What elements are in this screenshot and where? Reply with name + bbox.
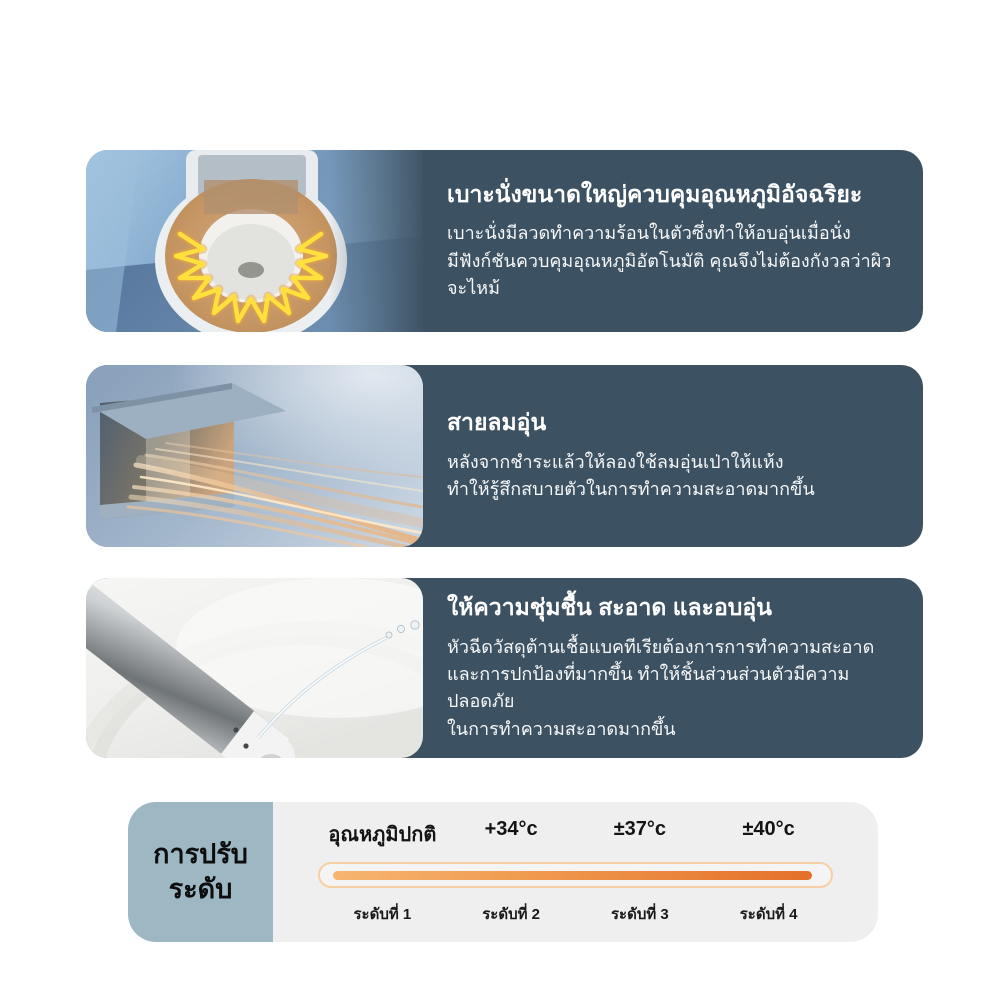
level-label-1: ระดับที่ 1 bbox=[353, 906, 412, 923]
body-line: มีฟังก์ชันควบคุมอุณหภูมิอัตโนมัติ คุณจึงไม่ต้องกังวลว่าผิวจะไหม้ bbox=[447, 250, 892, 299]
temperature-gauge-fill bbox=[333, 871, 812, 880]
card-description bbox=[447, 634, 893, 743]
temperature-gauge bbox=[318, 862, 833, 888]
temperature-value-2: +34°c bbox=[484, 818, 538, 840]
temperature-row bbox=[318, 818, 833, 850]
body-line: ทำให้รู้สึกสบายตัวในการทำความสะอาดมากขึ้น bbox=[447, 479, 815, 500]
level-label-4: ระดับที่ 4 bbox=[739, 906, 798, 923]
body-line: และการปกป้องที่มากขึ้น ทำให้ชิ้นส่วนส่วนตัวมีความปลอดภัย bbox=[447, 664, 850, 712]
card-title: สายลมอุ่น bbox=[447, 409, 547, 436]
clean-nozzle-image bbox=[86, 578, 423, 758]
adjustment-label-line: การปรับ bbox=[153, 838, 248, 869]
feature-card-heated-seat bbox=[86, 150, 923, 332]
card-text-block bbox=[423, 578, 923, 758]
card-title: เบาะนั่งขนาดใหญ่ควบคุมอุณหภูมิอัจฉริยะ bbox=[447, 180, 863, 207]
temperature-value-1: อุณหภูมิปกติ bbox=[328, 824, 437, 846]
adjustment-label-line: ระดับ bbox=[168, 874, 233, 904]
card-title: ให้ความชุ่มชื้น สะอาด และอบอุ่น bbox=[447, 593, 772, 620]
card-description bbox=[447, 220, 893, 302]
adjustment-label-box bbox=[128, 802, 273, 942]
body-line: หลังจากชำระแล้วให้ลองใช้ลมอุ่นเป่าให้แห้ง bbox=[447, 452, 784, 473]
body-line: หัวฉีดวัสดุต้านเชื้อแบคทีเรียต้องการการทำความสะอาด bbox=[447, 636, 875, 657]
level-label-2: ระดับที่ 2 bbox=[482, 906, 541, 923]
adjustment-levels-panel bbox=[273, 802, 878, 942]
warm-air-illustration bbox=[86, 365, 423, 547]
clean-nozzle-illustration bbox=[86, 578, 423, 758]
heated-seat-image bbox=[86, 150, 423, 332]
feature-card-warm-air bbox=[86, 365, 923, 547]
body-line: เบาะนั่งมีลวดทำความร้อนในตัวซึ่งทำให้อบอุ่นเมื่อนั่ง bbox=[447, 223, 851, 244]
warm-air-image bbox=[86, 365, 423, 547]
level-row bbox=[318, 902, 833, 926]
level-label-3: ระดับที่ 3 bbox=[610, 906, 669, 923]
card-text-block bbox=[423, 150, 923, 332]
card-text-block bbox=[423, 365, 923, 547]
temperature-adjustment-section bbox=[128, 802, 878, 942]
body-line: ในการทำความสะอาดมากขึ้น bbox=[447, 718, 676, 739]
card-description bbox=[447, 449, 893, 504]
temperature-value-3: ±37°c bbox=[613, 818, 667, 840]
temperature-value-4: ±40°c bbox=[742, 818, 795, 840]
feature-card-clean-nozzle bbox=[86, 578, 923, 758]
image-fade-overlay bbox=[86, 150, 423, 332]
